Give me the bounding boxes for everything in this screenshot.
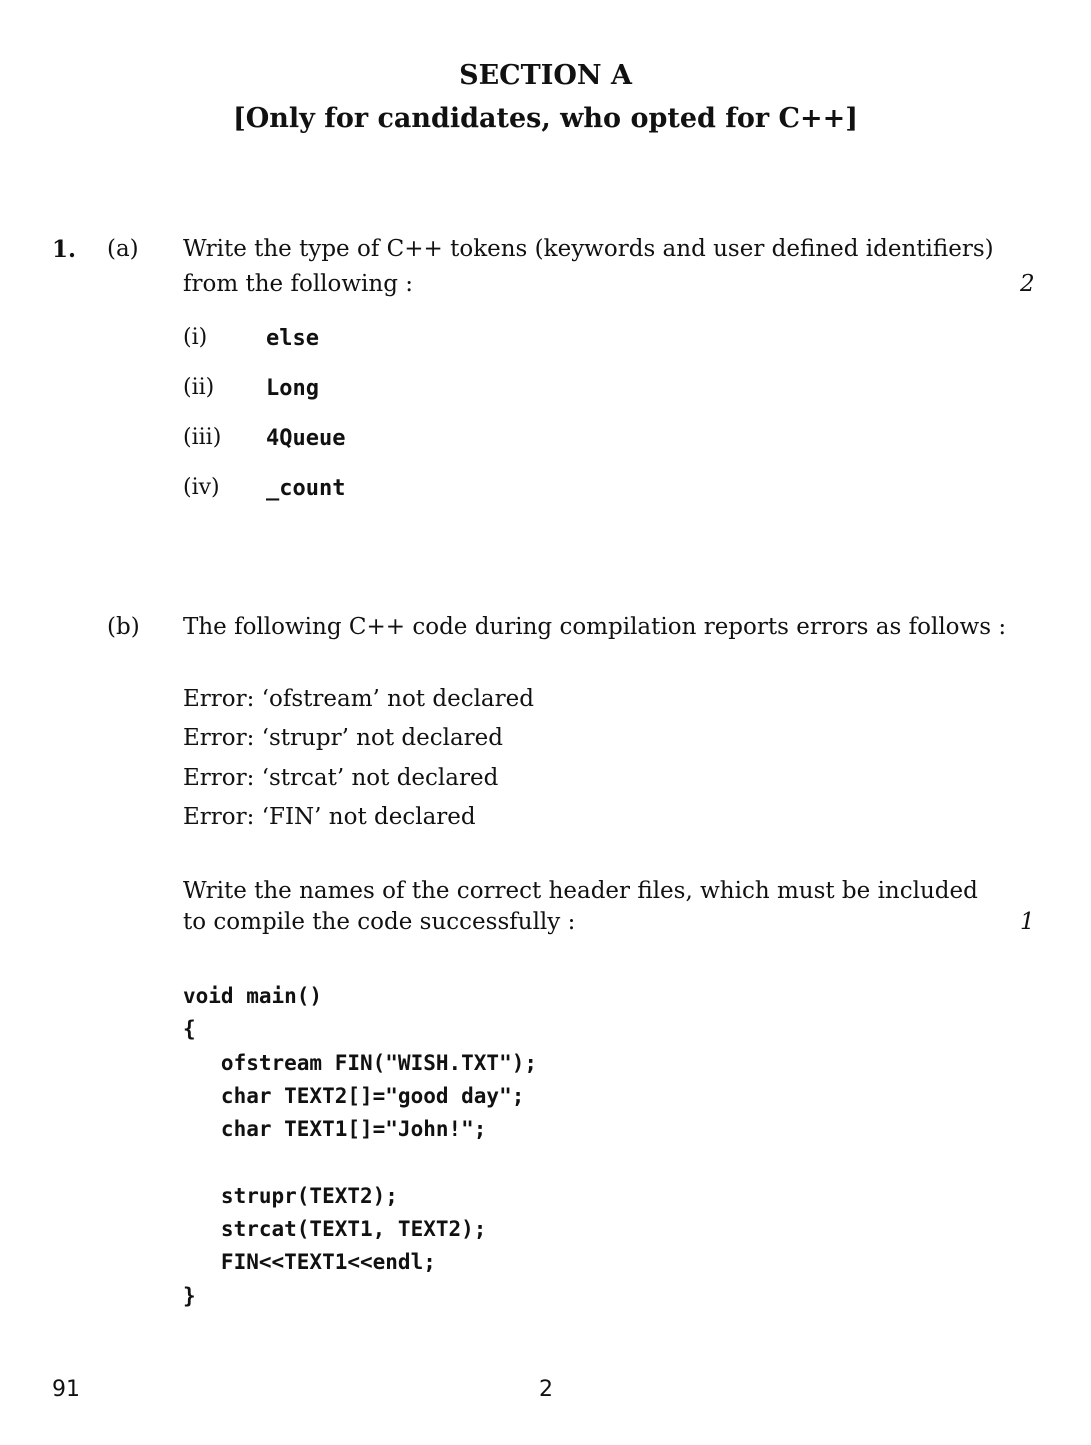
- code-line: ofstream FIN("WISH.TXT");: [183, 1050, 538, 1075]
- part-b-intro: The following C++ code during compilation reports errors as follows :: [183, 614, 1007, 640]
- code-line: strcat(TEXT1, TEXT2);: [183, 1217, 487, 1242]
- footer-paper-code: 91: [52, 1377, 80, 1402]
- code-line: char TEXT2[]="good day";: [183, 1083, 525, 1108]
- token-value: Long: [266, 376, 319, 401]
- code-line: char TEXT1[]="John!";: [183, 1117, 487, 1142]
- code-line: void main(): [183, 984, 323, 1008]
- code-line: [183, 1146, 537, 1179]
- part-b-instruction-line1: Write the names of the correct header files, which must be included: [183, 878, 978, 904]
- item-numeral: (iv): [183, 475, 220, 500]
- code-line: {: [183, 1017, 196, 1042]
- code-line: strupr(TEXT2);: [183, 1183, 398, 1208]
- part-a-text-line2: from the following :: [183, 271, 414, 297]
- part-b-marks: 1: [1020, 909, 1035, 935]
- part-b-instruction-line2: to compile the code successfully :: [183, 909, 576, 935]
- error-line: Error: ‘ofstream’ not declared: [183, 686, 534, 712]
- part-a-marks: 2: [1020, 271, 1035, 297]
- token-value: else: [266, 326, 319, 351]
- item-numeral: (i): [183, 325, 208, 350]
- item-numeral: (ii): [183, 375, 215, 400]
- question-number: 1.: [52, 236, 77, 263]
- part-b-label: (b): [107, 614, 140, 640]
- error-line: Error: ‘strcat’ not declared: [183, 765, 499, 791]
- token-value: _count: [266, 476, 346, 501]
- code-block: [183, 980, 537, 1313]
- code-line: }: [183, 1283, 196, 1308]
- error-line: Error: ‘FIN’ not declared: [183, 804, 476, 830]
- section-subtitle: [Only for candidates, who opted for C++]: [232, 103, 859, 134]
- part-a-label: (a): [107, 236, 139, 262]
- item-numeral: (iii): [183, 425, 222, 450]
- token-value: 4Queue: [266, 426, 346, 451]
- footer-page-number: 2: [539, 1377, 553, 1402]
- code-line: FIN<<TEXT1<<endl;: [183, 1250, 436, 1275]
- part-a-text-line1: Write the type of C++ tokens (keywords and user defined identifiers): [183, 236, 994, 262]
- error-line: Error: ‘strupr’ not declared: [183, 725, 504, 751]
- section-title: SECTION A: [459, 60, 632, 91]
